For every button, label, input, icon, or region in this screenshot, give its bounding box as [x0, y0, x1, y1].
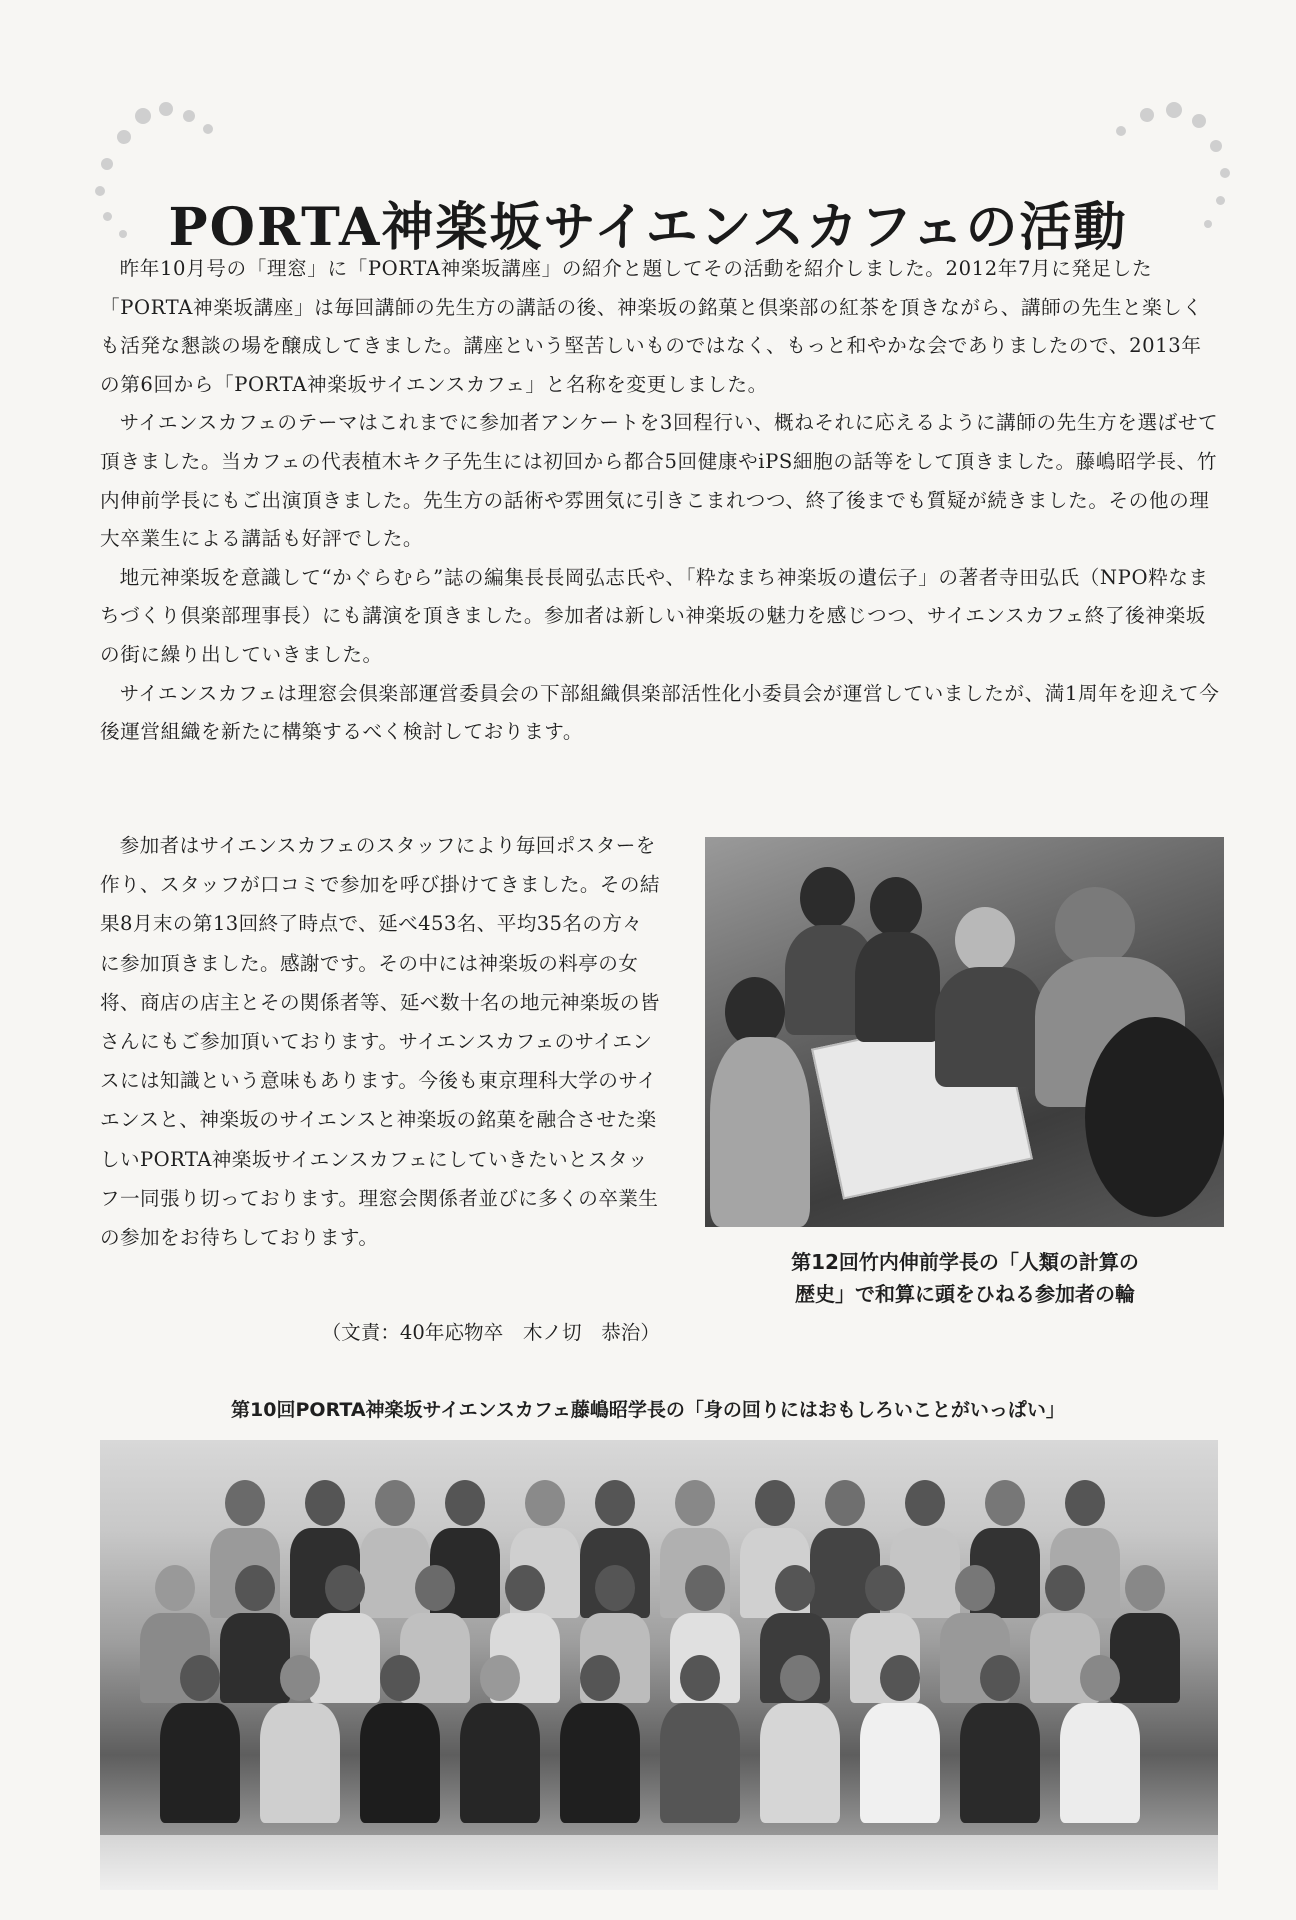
intro-paragraph: 地元神楽坂を意識して“かぐらむら”誌の編集長長岡弘志氏や、「粋なまち神楽坂の遺伝子」の著者寺田弘氏（NPO粋なまちづくり倶楽部理事長）にも講演を頂きました。参加者は新しい神楽坂の魅力を感じつつ、サイエンスカフェ終了後神楽坂の街に繰り出していきました。	[100, 565, 1209, 666]
column-paragraph: 参加者はサイエンスカフェのスタッフにより毎回ポスターを作り、スタッフが口コミで参加を呼び掛けてきました。その結果8月末の第13回終了時点で、延べ453名、平均35名の方々に参加頂きました。感謝です。その中には神楽坂の料亭の女将、商店の店主とその関係者等、延べ数十名の地元神楽坂の皆さんにもご参加頂いております。サイエンスカフェのサイエンスには知識という意味もあります。今後も東京理科大学のサイエンスと、神楽坂のサイエンスと神楽坂の銘菓を融合させた楽しいPORTA神楽坂サイエンスカフェにしていきたいとスタッフ一同張り切っております。理窓会関係者並びに多くの卒業生の参加をお待ちしております。	[100, 834, 660, 1250]
intro-text	[100, 250, 1220, 752]
photo2-caption: 第10回PORTA神楽坂サイエンスカフェ藤嶋昭学長の「身の回りにはおもしろいことがいっぱい」	[231, 1399, 1065, 1421]
intro-paragraph: サイエンスカフェのテーマはこれまでに参加者アンケートを3回程行い、概ねそれに応えるように講師の先生方を選ばせて頂きました。当カフェの代表植木キク子先生には初回から都合5回健康やiPS細胞の話等をして頂きました。藤嶋昭学長、竹内伸前学長にもご出演頂きました。先生方の話術や雰囲気に引きこまれつつ、終了後までも質疑が続きました。その他の理大卒業生による講話も好評でした。	[100, 411, 1219, 551]
photo-wasan-participants	[705, 837, 1224, 1227]
photo1-caption-line: 歴史」で和算に頭をひねる参加者の輪	[795, 1282, 1135, 1306]
intro-paragraph: サイエンスカフェは理窓会倶楽部運営委員会の下部組織倶楽部活性化小委員会が運営していましたが、満1周年を迎えて今後運営組織を新たに構築するべく検討しております。	[100, 681, 1220, 744]
photo1-caption-line: 第12回竹内伸前学長の「人類の計算の	[791, 1250, 1139, 1274]
byline: （文責：40年応物卒 木ノ切 恭治）	[321, 1321, 660, 1344]
photo-group	[100, 1440, 1218, 1890]
photo-floor	[100, 1835, 1218, 1890]
column-text	[100, 826, 660, 1257]
intro-paragraph: 昨年10月号の「理窓」に「PORTA神楽坂講座」の紹介と題してその活動を紹介しました。2012年7月に発足した「PORTA神楽坂講座」は毎回講師の先生方の講話の後、神楽坂の銘菓と倶楽部の紅茶を頂きながら、講師の先生と楽しくも活発な懇談の場を醸成してきました。講座という堅苦しいものではなく、もっと和やかな会でありましたので、2013年の第6回から「PORTA神楽坂サイエンスカフェ」と名称を変更しました。	[100, 257, 1203, 396]
photo1-caption	[720, 1246, 1210, 1310]
page-title: PORTA神楽坂サイエンスカフェの活動	[168, 196, 1128, 258]
